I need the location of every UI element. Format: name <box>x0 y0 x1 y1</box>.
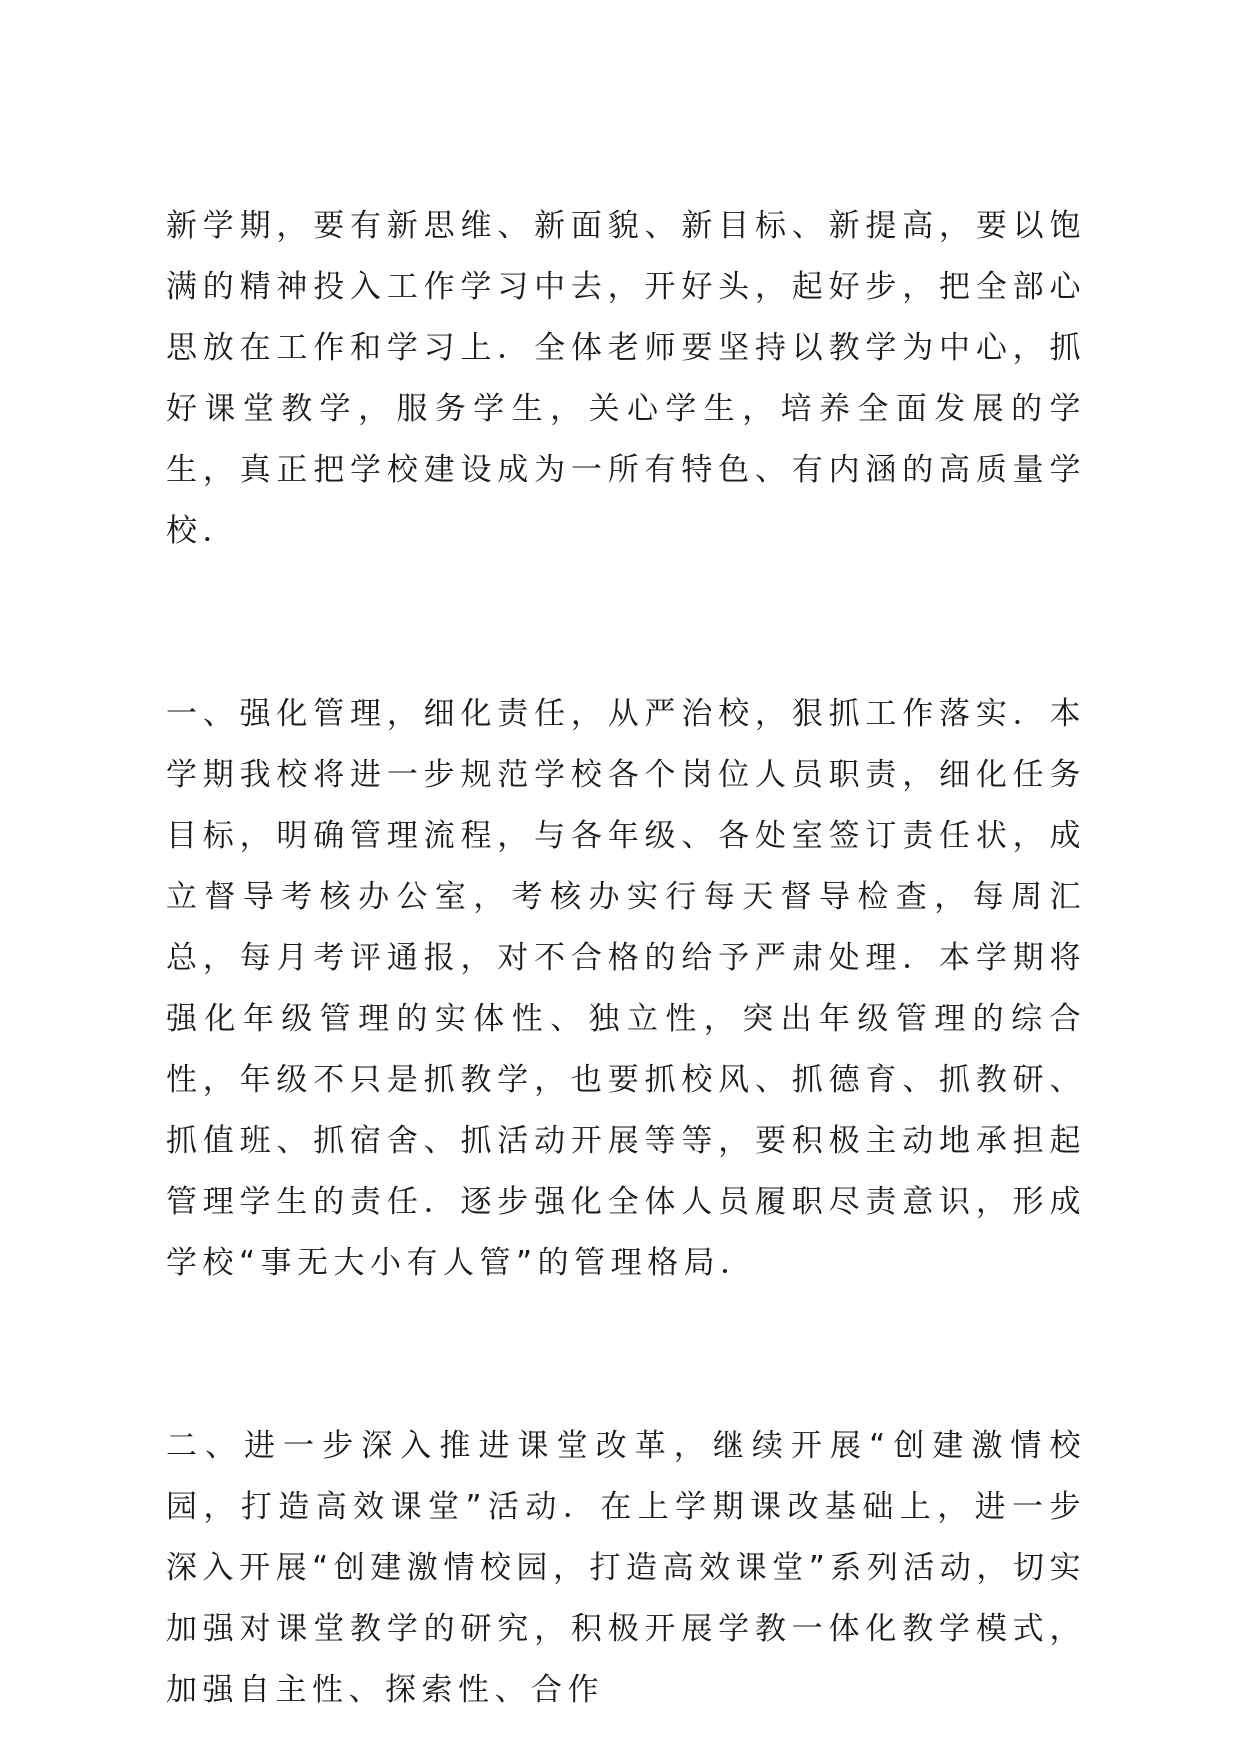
paragraph-section-1: 一、强化管理，细化责任，从严治校，狠抓工作落实．本学期我校将进一步规范学校各个岗位人员职责，细化任务目标，明确管理流程，与各年级、各处室签订责任状，成立督导考核办公室，考核办实行每天督导检查，每周汇总，每月考评通报，对不合格的给予严肃处理．本学期将强化年级管理的实体性、独立性，突出年级管理的综合性，年级不只是抓教学，也要抓校风、抓德育、抓教研、抓值班、抓宿舍、抓活动开展等等，要积极主动地承担起管理学生的责任．逐步强化全体人员履职尽责意识，形成学校“事无大小有人管”的管理格局． <box>166 696 1086 1281</box>
paragraph-section-2: 二、进一步深入推进课堂改革，继续开展“创建激情校园，打造高效课堂”活动．在上学期课改基础上，进一步深入开展“创建激情校园，打造高效课堂”系列活动，切实加强对课堂教学的研究，积极开展学教一体化教学模式，加强自主性、探索性、合作 <box>166 1428 1086 1708</box>
paragraph-intro: 新学期，要有新思维、新面貌、新目标、新提高，要以饱满的精神投入工作学习中去，开好头，起好步，把全部心思放在工作和学习上．全体老师要坚持以教学为中心，抓好课堂教学，服务学生，关心学生，培养全面发展的学生，真正把学校建设成为一所有特色、有内涵的高质量学校． <box>166 208 1086 549</box>
document-body <box>166 196 1086 1721</box>
